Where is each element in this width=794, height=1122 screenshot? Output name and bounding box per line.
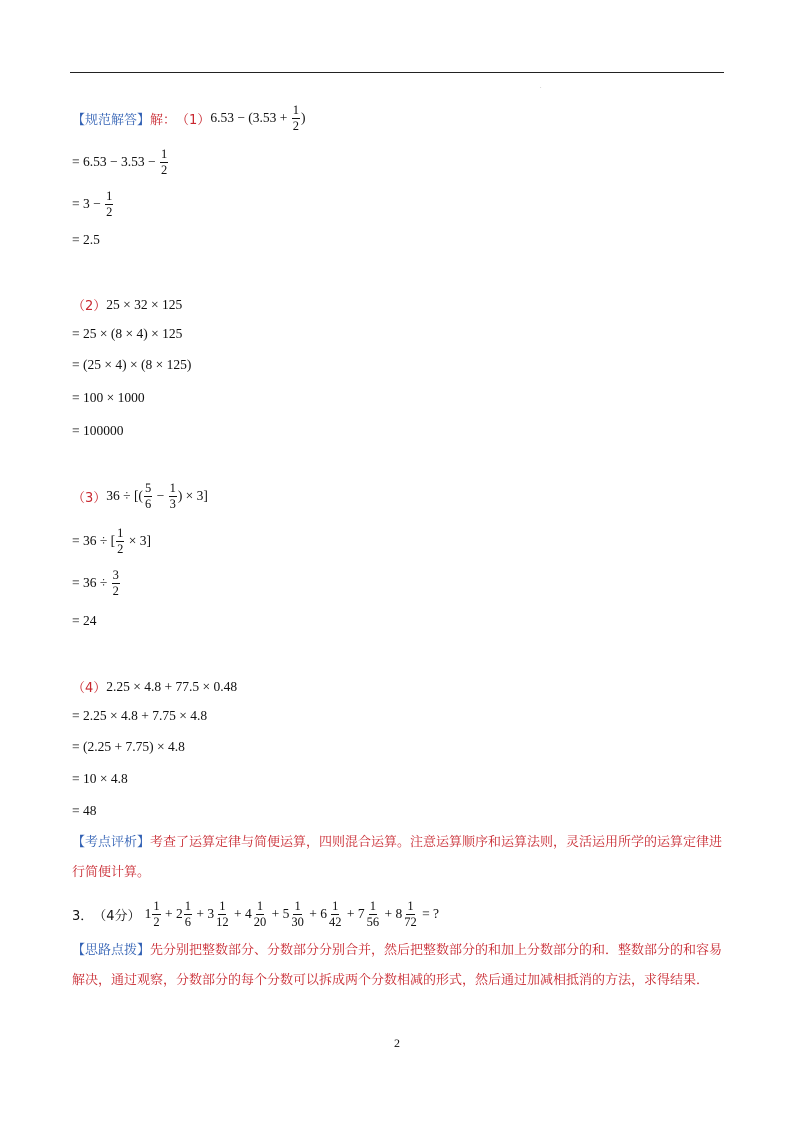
question-3-expression (145, 900, 419, 928)
whole-part: 3 (207, 906, 215, 921)
expr-text: = 36 ÷ (72, 575, 111, 590)
solution-4-step-3: = 10 × 4.8 (72, 771, 128, 786)
plus-sign: + (161, 906, 176, 921)
header-rule (70, 72, 724, 73)
hint-text: 先分别把整数部分、分数部分分别合并，然后把整数部分的和加上分数部分的和．整数部分的和容易解决，通过观察，分数部分的每个分数可以拆成两个分数相减的形式，然后通过加减相抵消的方法，求得结果． (72, 943, 723, 988)
expr-text: 2.25 × 4.8 + 77.5 × 0.48 (106, 678, 238, 694)
whole-part: 2 (175, 906, 183, 921)
fraction: $\frac{1}{12}$ (216, 899, 229, 929)
mixed-number (145, 900, 162, 928)
expr-text: = 3 − (72, 196, 105, 211)
page-number: 2 (394, 1036, 400, 1050)
solution-3-question (72, 482, 208, 510)
question-points: （4分） (93, 908, 141, 924)
expr-text: 6.53 − (3.53 + (210, 110, 291, 125)
mixed-number (245, 900, 268, 928)
expr-text: − (153, 488, 168, 503)
analysis-tag: 【考点评析】 (72, 835, 151, 850)
expr-text: = ? (418, 906, 440, 921)
mixed-number (395, 900, 418, 928)
fraction: $\frac{1}{72}$ (404, 899, 417, 929)
mixed-number (207, 900, 230, 928)
fraction: $\frac{1}{2}$ (117, 526, 124, 556)
header-dot: . (540, 84, 542, 90)
solution-3-step-1 (72, 527, 151, 555)
fraction: $\frac{1}{2}$ (292, 103, 300, 133)
analysis-paragraph (72, 828, 724, 888)
solution-2-step-2: = (25 × 4) × (8 × 125) (72, 357, 192, 372)
fraction: $\frac{3}{2}$ (112, 568, 119, 598)
plus-sign: + (305, 906, 321, 921)
expr-text: = 36 ÷ [ (72, 533, 116, 548)
analysis-text: 考查了运算定律与简便运算，四则混合运算。注意运算顺序和运算法则，灵活运用所学的运算定律进行简便计算。 (72, 835, 723, 880)
expr-text: = 6.53 − 3.53 − (72, 154, 159, 169)
solution-2-step-4: = 100000 (72, 423, 124, 438)
solution-2-step-1: = 25 × (8 × 4) × 125 (72, 326, 183, 341)
mixed-number (358, 900, 381, 928)
whole-part: 5 (282, 906, 290, 921)
fraction: $\frac{1}{2}$ (160, 147, 168, 177)
mixed-number (320, 900, 343, 928)
solution-4-question (72, 677, 237, 696)
question-number: 3． (72, 908, 94, 924)
fraction: $\frac{1}{42}$ (328, 899, 342, 929)
solve-label: 解： (150, 112, 177, 128)
solution-4-step-4: = 48 (72, 803, 97, 818)
mixed-number (176, 900, 193, 928)
fraction: $\frac{1}{56}$ (366, 899, 380, 929)
fraction: $\frac{1}{2}$ (153, 899, 160, 929)
hint-paragraph (72, 936, 724, 996)
solution-3-step-3: = 24 (72, 613, 97, 628)
question-3 (72, 900, 439, 928)
solution-2-question (72, 295, 182, 314)
fraction: $\frac{1}{3}$ (169, 481, 176, 511)
plus-sign: + (192, 906, 208, 921)
solution-4-step-2: = (2.25 + 7.75) × 4.8 (72, 739, 185, 754)
expr-text: 25 × 32 × 125 (106, 296, 183, 312)
solution-1-question (72, 104, 306, 132)
expr-text: 36 ÷ [( (106, 488, 143, 503)
fraction: $\frac{1}{30}$ (291, 899, 304, 929)
part-4-label: （4） (72, 681, 107, 696)
plus-sign: + (343, 906, 358, 921)
whole-part: 7 (357, 906, 365, 921)
whole-part: 4 (244, 906, 252, 921)
solution-1-step-1 (72, 148, 169, 176)
solution-3-step-2 (72, 569, 121, 597)
solution-2-step-3: = 100 × 1000 (72, 390, 145, 405)
fraction: $\frac{5}{6}$ (144, 481, 152, 511)
fraction: $\frac{1}{2}$ (106, 189, 113, 219)
fraction: $\frac{1}{6}$ (184, 899, 191, 929)
whole-part: 6 (320, 906, 327, 921)
expr-text: ) (301, 110, 306, 125)
mixed-number (283, 900, 306, 928)
part-3-label: （3） (72, 490, 107, 506)
plus-sign: + (381, 906, 396, 921)
plus-sign: + (268, 906, 283, 921)
whole-part: 8 (395, 906, 403, 921)
standard-answer-tag: 【规范解答】 (72, 112, 151, 128)
fraction: $\frac{1}{20}$ (253, 899, 267, 929)
hint-tag: 【思路点拨】 (72, 943, 151, 958)
whole-part: 1 (144, 906, 152, 921)
plus-sign: + (230, 906, 245, 921)
expr-text: × 3] (125, 533, 152, 548)
solution-1-step-2 (72, 190, 114, 218)
solution-1-step-3: = 2.5 (72, 232, 100, 247)
part-1-label: （1） (176, 112, 211, 128)
expr-text: ) × 3] (177, 488, 208, 503)
part-2-label: （2） (72, 299, 107, 314)
solution-4-step-1: = 2.25 × 4.8 + 7.75 × 4.8 (72, 708, 208, 723)
